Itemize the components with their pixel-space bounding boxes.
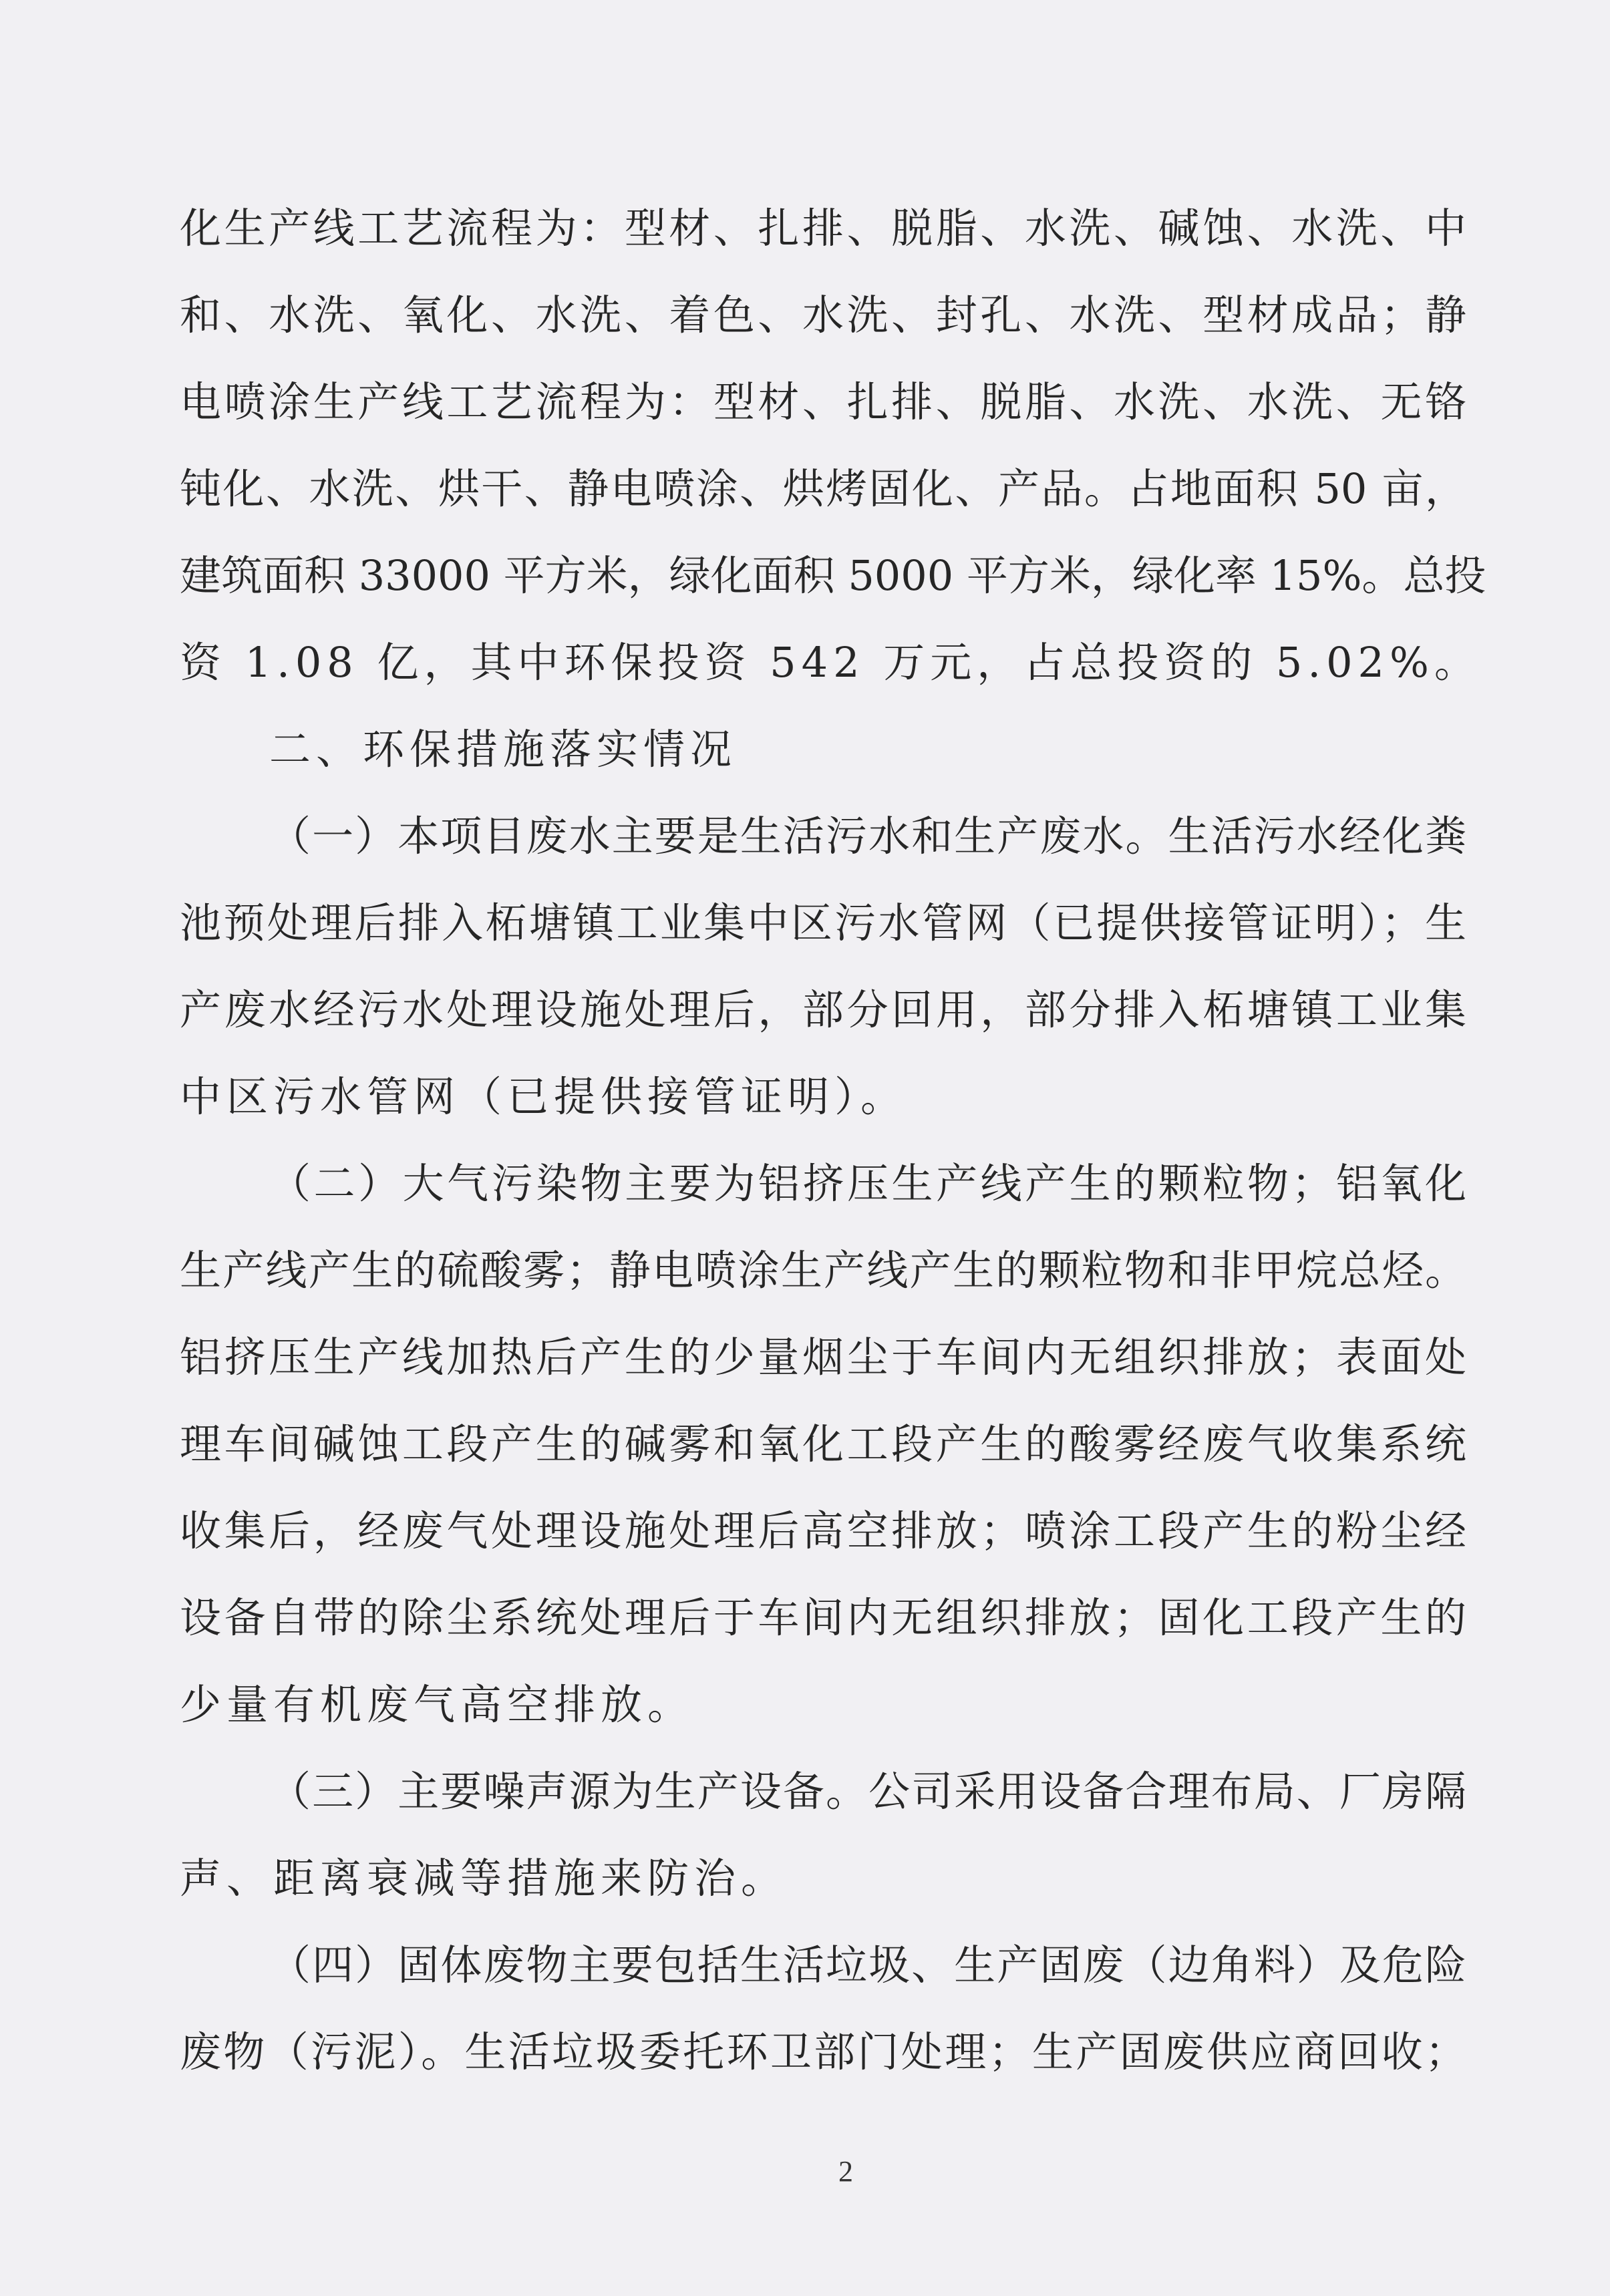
section-heading: 二、环保措施落实情况 <box>269 725 738 774</box>
text-line: 废物（污泥）。生活垃圾委托环卫部门处理；生产固废供应商回收； <box>180 2027 1466 2076</box>
text-line: 铝挤压生产线加热后产生的少量烟尘于车间内无组织排放；表面处 <box>180 1333 1466 1381</box>
document-body <box>180 185 1486 2096</box>
text-line: 和、水洗、氧化、水洗、着色、水洗、封孔、水洗、型材成品；静 <box>180 291 1466 339</box>
text-line: 电喷涂生产线工艺流程为：型材、扎排、脱脂、水洗、水洗、无铬 <box>180 377 1466 426</box>
text-line: 理车间碱蚀工段产生的碱雾和氧化工段产生的酸雾经废气收集系统 <box>180 1420 1466 1468</box>
text-line: 中区污水管网（已提供接管证明）。 <box>180 1072 908 1121</box>
text-line: 生产线产生的硫酸雾；静电喷涂生产线产生的颗粒物和非甲烷总烃。 <box>180 1246 1466 1295</box>
text-line: 建筑面积 33000 平方米，绿化面积 5000 平方米，绿化率 15%。总投 <box>180 551 1486 600</box>
text-line: （一）本项目废水主要是生活污水和生产废水。生活污水经化粪 <box>269 812 1466 860</box>
text-line: 化生产线工艺流程为：型材、扎排、脱脂、水洗、碱蚀、水洗、中 <box>180 204 1466 253</box>
text-line: 钝化、水洗、烘干、静电喷涂、烘烤固化、产品。占地面积 50 亩， <box>180 464 1466 513</box>
text-line: 产废水经污水处理设施处理后，部分回用，部分排入柘塘镇工业集 <box>180 985 1466 1034</box>
text-line: （四）固体废物主要包括生活垃圾、生产固废（边角料）及危险 <box>269 1941 1466 1989</box>
text-line: 设备自带的除尘系统处理后于车间内无组织排放；固化工段产生的 <box>180 1593 1466 1642</box>
page-number: 2 <box>838 2155 853 2188</box>
text-line: 少量有机废气高空排放。 <box>180 1680 695 1729</box>
text-line: （三）主要噪声源为生产设备。公司采用设备合理布局、厂房隔 <box>269 1767 1466 1816</box>
text-line: （二）大气污染物主要为铝挤压生产线产生的颗粒物；铝氧化 <box>269 1159 1466 1208</box>
text-line: 资 1.08 亿，其中环保投资 542 万元，占总投资的 5.02%。 <box>180 638 1481 687</box>
text-line: 收集后，经废气处理设施处理后高空排放；喷涂工段产生的粉尘经 <box>180 1506 1466 1555</box>
text-line: 池预处理后排入柘塘镇工业集中区污水管网（已提供接管证明）；生 <box>180 898 1466 947</box>
text-line: 声、距离衰减等措施来防治。 <box>180 1854 788 1903</box>
